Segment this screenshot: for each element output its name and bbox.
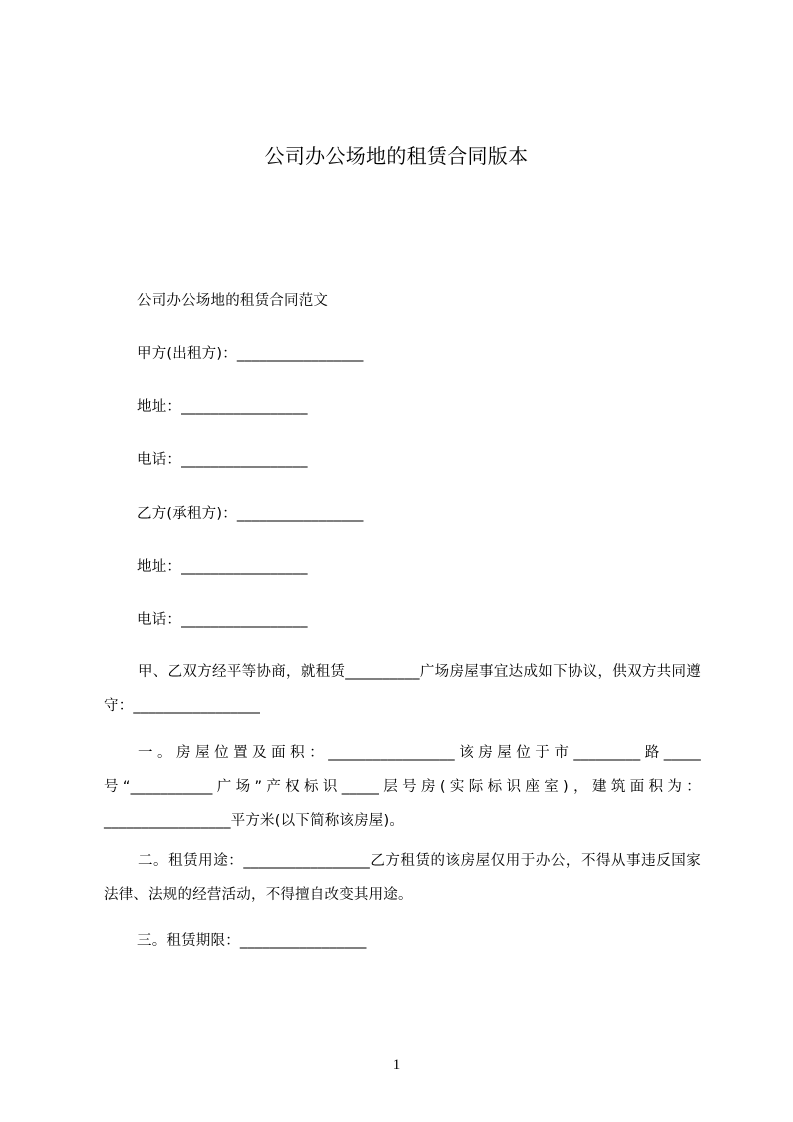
intro-paragraph: 甲、乙双方经平等协商，就租赁__________广场房屋事宜达成如下协议，供双方共同遵守：_________________ [104,664,701,714]
party-b-phone: 电话：_________________ [137,612,308,628]
party-a-phone: 电话：_________________ [137,452,308,468]
clause-2-paragraph: 二。租赁用途：_________________乙方租赁的该房屋仅用于办公，不得从事违反国家法律、法规的经营活动，不得擅自改变其用途。 [104,853,701,903]
party-a-label: 甲方(出租方)：_________________ [137,346,364,362]
page-number: 1 [392,1057,401,1073]
party-a-address: 地址：_________________ [137,399,308,415]
document-subtitle: 公司办公场地的租赁合同范文 [137,293,329,309]
party-b-address: 地址：_________________ [137,559,308,575]
clause-1-paragraph: 一。房屋位置及面积：_________________该房屋位于市_________路_____号“___________广场”产权标识_____层号房(实际标识座室)，建筑面积为：_________________平方米(以下简称该房屋)。 [104,745,701,829]
party-b-label: 乙方(承租方)：_________________ [137,506,364,522]
clause-3-line: 三。租赁期限：_________________ [137,933,367,949]
document-title: 公司办公场地的租赁合同版本 [264,144,529,168]
